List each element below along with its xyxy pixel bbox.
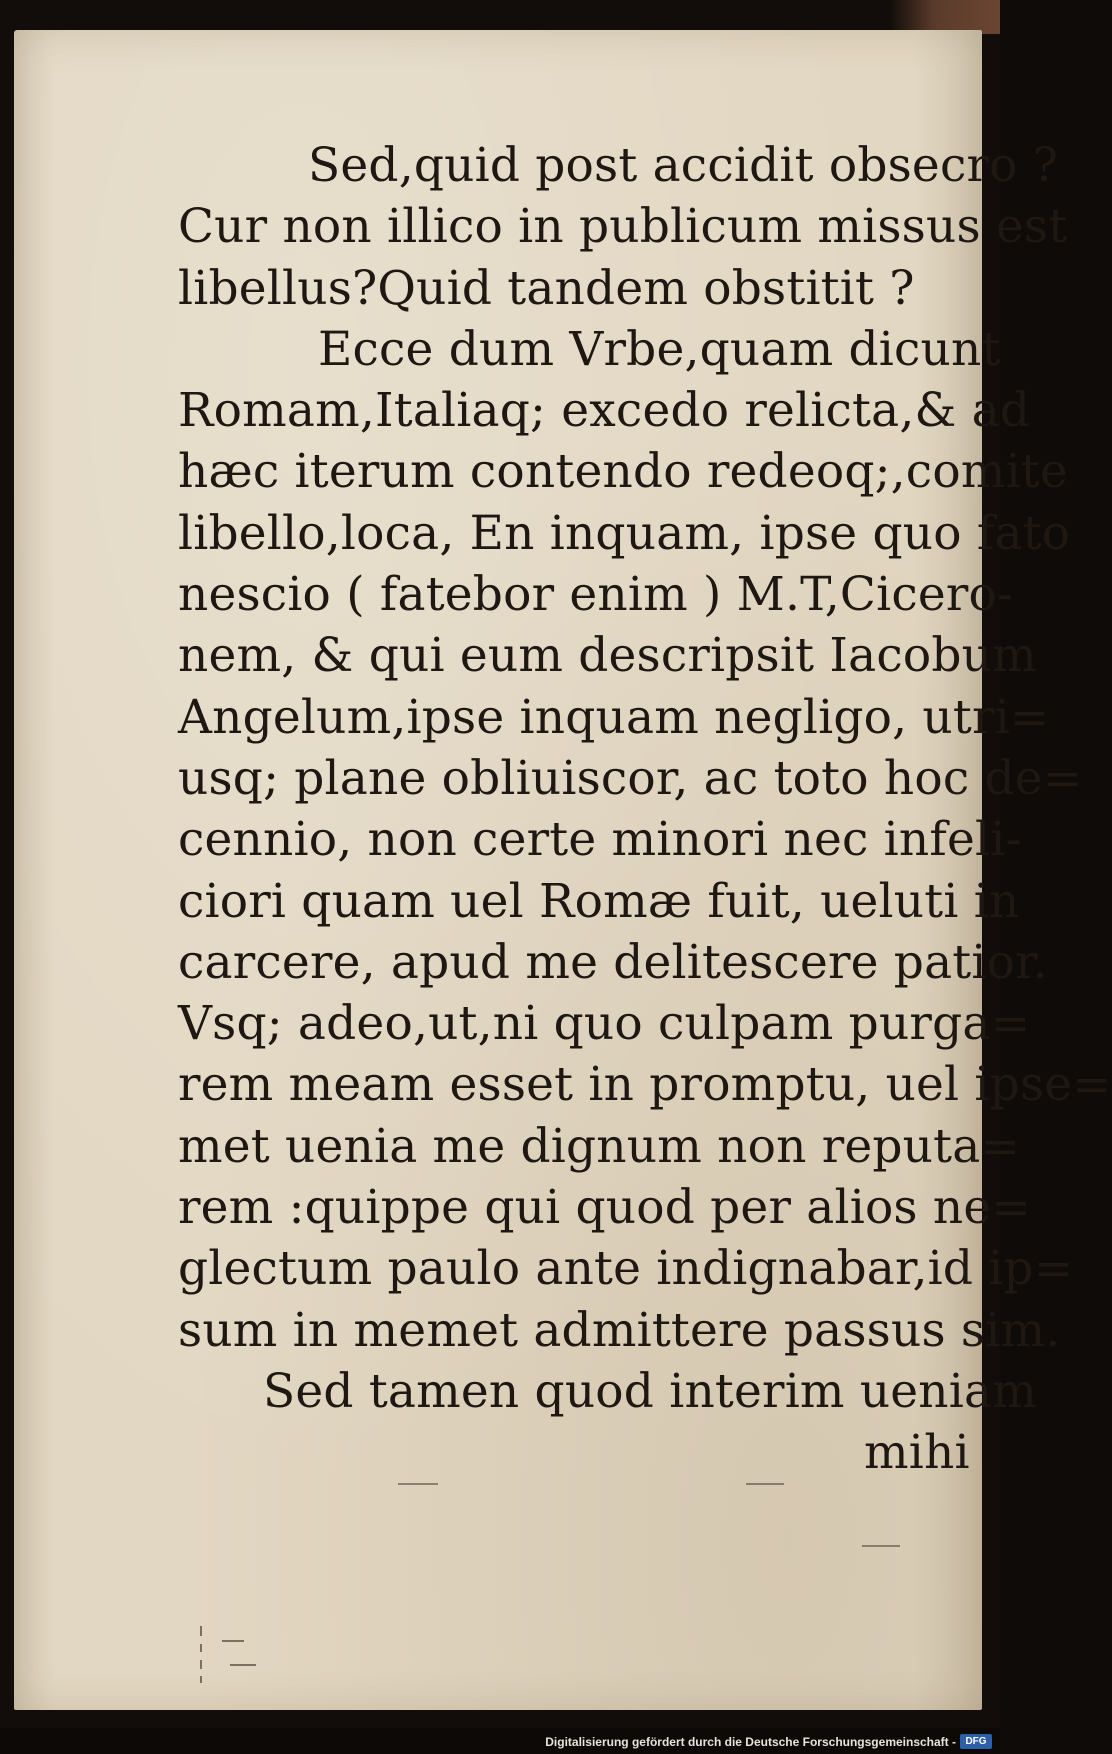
text-line: Sed,quid post accidit obsecro ? <box>308 138 1059 193</box>
text-line: rem meam esset in promptu, uel ipse= <box>178 1057 1112 1113</box>
text-line: ciori quam uel Romæ fuit, ueluti in <box>178 873 1020 929</box>
digitization-credit: Digitalisierung gefördert durch die Deutsche Forschungsgemeinschaft - <box>545 1735 956 1749</box>
text-line: glectum paulo ante indignabar,id ip= <box>178 1241 1074 1297</box>
text-line: libellus?Quid tandem obstitit ? <box>178 260 915 316</box>
page-text <box>178 135 1112 1484</box>
text-line: rem :quippe qui quod per alios ne= <box>178 1180 1031 1236</box>
text-line: nem, & qui eum descripsit Iacobum <box>178 628 1037 684</box>
text-line: Romam,Italiaq; excedo relicta,& ad <box>178 383 1031 439</box>
catchword: mihi <box>864 1425 970 1481</box>
text-line: Angelum,ipse inquam negligo, utri= <box>178 689 1050 745</box>
text-line: cennio, non certe minori nec infeli- <box>178 812 1022 868</box>
binding-stain <box>890 0 1000 34</box>
text-line: nescio ( fatebor enim ) M.T,Cicero- <box>178 567 1014 623</box>
text-line: Cur non illico in publicum missus est <box>178 199 1068 255</box>
text-line: Vsq; adeo,ut,ni quo culpam purga= <box>178 996 1031 1052</box>
print-mark <box>862 1545 900 1547</box>
print-mark <box>746 1483 784 1485</box>
print-mark <box>398 1483 438 1485</box>
footer-bar <box>0 1728 1000 1754</box>
text-line: Ecce dum Vrbe,quam dicunt <box>318 321 1001 377</box>
dfg-logo-badge: DFG <box>960 1734 992 1749</box>
text-line: libello,loca, En inquam, ipse quo fato <box>178 505 1071 561</box>
margin-scribbles <box>190 1620 270 1690</box>
text-line: sum in memet admittere passus sim. <box>178 1302 1061 1358</box>
text-line: carcere, apud me delitescere patior. <box>178 934 1048 990</box>
text-line: hæc iterum contendo redeoq;,comite <box>178 444 1068 500</box>
text-line: usq; plane obliuiscor, ac toto hoc de= <box>178 750 1083 806</box>
text-line: met uenia me dignum non reputa= <box>178 1118 1021 1174</box>
text-line: Sed tamen quod interim ueniam <box>263 1363 1038 1419</box>
